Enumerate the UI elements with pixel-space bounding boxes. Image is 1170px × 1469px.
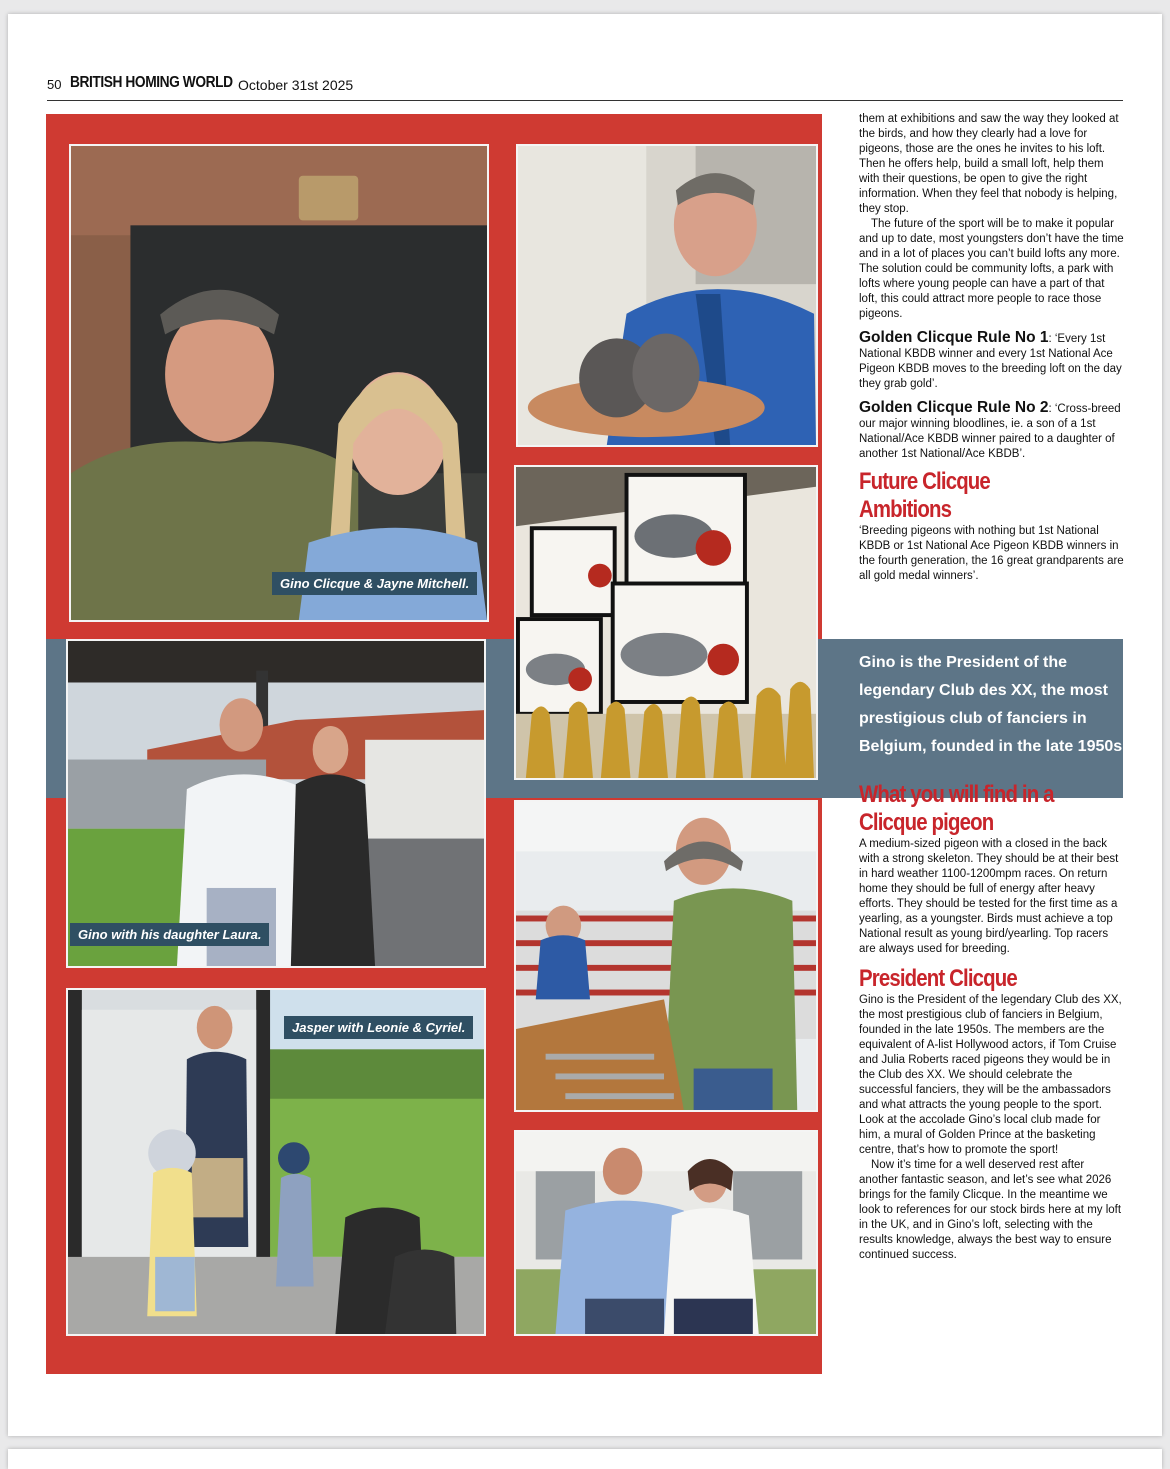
caption-photo3: Gino with his daughter Laura. — [70, 923, 269, 946]
rule-text: : ‘Every 1st National KBDB winner and every 1st National Ace Pigeon KBDB moves to the breeding loft on the day they grab gold’. — [859, 333, 1122, 390]
article-paragraph: Now it’s time for a well deserved rest after another fantastic season, and let’s see what 2026 brings for the family Clicque. In the meantime we look to references for our stock birds here at my loft in the UK, and in Gino’s loft, selecting with the results knowledge, always the best way to ensure continued success. — [859, 1159, 1122, 1261]
photo-jasper-with-children — [66, 988, 486, 1336]
caption-photo1: Gino Clicque & Jayne Mitchell. — [272, 572, 477, 595]
heading-clicque-pigeon-line1: What you will find in a — [859, 781, 1054, 808]
heading-clicque-pigeon-line2: Clicque pigeon — [859, 809, 994, 836]
page-header — [47, 76, 1123, 101]
photo-trophies-and-pigeon-prints — [514, 465, 818, 780]
rule-title: Golden Clicque Rule No 1 — [859, 329, 1049, 346]
article-paragraph: ‘Breeding pigeons with nothing but 1st National KBDB or 1st National Ace Pigeon KBDB winners in the fourth generation, the 16 great grandparents are all gold medal winners’. — [859, 525, 1124, 582]
photo-gino-with-chicks — [516, 144, 818, 447]
article-paragraph: Gino is the President of the legendary Club des XX, the most prestigious club of fanciers in Belgium, founded in the late 1950s. The members are the equivalent of A-list Hollywood actors, if Tom Cruise and Julia Roberts raced pigeons they would be in the Club des XX. We should celebrate the successful fanciers, they will be the ambassadors and what attracts the young people to the sport. Look at the accolade Gino’s local club made for him, a mural of Golden Prince at the basketing centre, that’s how to promote the sport! — [859, 994, 1122, 1156]
article-paragraph: The future of the sport will be to make it popular and up to date, most youngsters don’t have the time and in a lot of places you can’t build lofts any more. The solution could be community lofts, a park with lofts where young people can have a part of that loft, this could attract more people to race those pigeons. — [859, 218, 1124, 320]
page-number: 50 — [47, 77, 62, 92]
issue-date: October 31st 2025 — [238, 77, 354, 93]
next-page-edge — [8, 1449, 1162, 1469]
photo-gino-with-laura — [66, 639, 486, 968]
rule-title: Golden Clicque Rule No 2 — [859, 399, 1049, 416]
article-paragraph: them at exhibitions and saw the way they looked at the birds, and how they clearly had a love for pigeons, those are the ones he invites to his loft. Then he offers help, build a small loft, help them with their questions, be open to give the right information. When they feel that nobody is helping, they stop. — [859, 113, 1119, 215]
masthead: BRITISH HOMING WORLD — [70, 74, 233, 91]
heading-future-ambitions-line1: Future Clicque — [859, 468, 990, 495]
photo-gino-with-partner — [514, 1130, 818, 1336]
heading-president-clicque: President Clicque — [859, 965, 1017, 992]
golden-rule-1 — [859, 330, 1125, 392]
photo-basketing-pigeons — [514, 800, 818, 1112]
photo-gino-and-jayne — [69, 144, 489, 622]
caption-photo5: Jasper with Leonie & Cyriel. — [284, 1016, 473, 1039]
article-paragraph: A medium-sized pigeon with a closed in the back with a strong skeleton. They should be at their best in hard weather 1100-1200mpm races. On return home they should be full of energy after heavy efforts. They should be tested for the first time as a yearling, as a youngster. Birds must achieve a top National result as young bird/yearling. Top racers are always used for breeding. — [859, 838, 1119, 955]
heading-future-ambitions-line2: Ambitions — [859, 496, 952, 523]
article-column — [859, 112, 1125, 1263]
golden-rule-2 — [859, 400, 1125, 462]
rule-text: : ‘Cross-breed our major winning bloodlines, ie. a son of a 1st National/Ace KBDB winner paired to a daughter of another 1st National/Ace KBDB’. — [859, 403, 1121, 460]
pull-quote: Gino is the President of the legendary Club des XX, the most prestigious club of fanciers in Belgium, founded in the late 1950s — [859, 654, 1123, 755]
